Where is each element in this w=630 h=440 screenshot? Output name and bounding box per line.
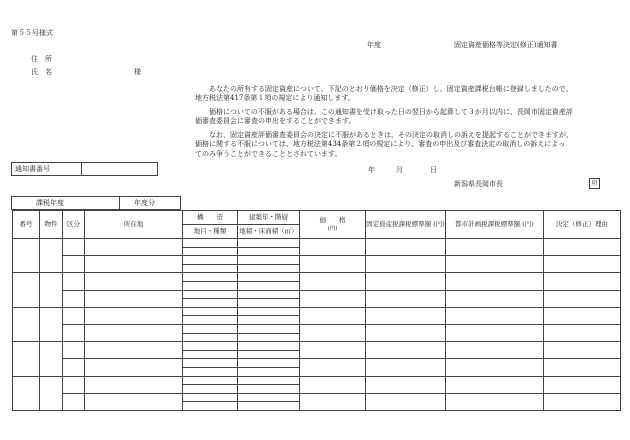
cell-structure[interactable] [183,376,238,385]
cell-number[interactable] [13,342,40,376]
cell-floor-area[interactable] [238,376,300,385]
cell-floor-area[interactable] [238,239,300,248]
cell-price[interactable] [300,239,366,256]
cell-city-tax-base[interactable] [446,239,544,256]
cell-price[interactable] [300,376,366,393]
cell-floor-area[interactable] [238,350,300,359]
col-land-category: 地目・種類 [183,225,238,239]
cell-floor-area[interactable] [238,359,300,368]
cell-location[interactable] [85,307,183,324]
cell-structure[interactable] [183,247,238,256]
cell-fixed-tax-base[interactable] [366,290,446,307]
issuer: 新潟県長岡市長 [454,180,503,188]
col-structure: 構 造 [183,211,238,225]
col-fixed-tax-base [366,211,446,239]
cell-city-tax-base[interactable] [446,324,544,341]
paragraph-2 [195,108,620,127]
col-reason: 決定（修正）理由 [544,211,621,239]
notice-number-value[interactable] [82,163,158,176]
cell-location[interactable] [85,376,183,393]
page-title: 固定資産価格等決定(修正)通知書 [454,41,558,49]
cell-reason[interactable] [544,342,621,359]
cell-structure[interactable] [183,299,238,308]
cell-floor-area[interactable] [238,385,300,394]
cell-division[interactable] [63,307,85,324]
cell-price[interactable] [300,307,366,324]
cell-location[interactable] [85,324,183,341]
cell-property[interactable] [40,376,63,411]
cell-location[interactable] [85,290,183,307]
cell-floor-area[interactable] [238,316,300,325]
col-price-label: 価 格 [319,216,346,224]
paragraph-1-line-1: あなたの所有する固定資産について、下記のとおり価格を決定（修正）し、固定資産課税台帳に登録しましたので、 [209,85,573,93]
table-row [13,273,621,282]
cell-price[interactable] [300,324,366,341]
table-row [13,376,621,385]
cell-division[interactable] [63,342,85,359]
cell-city-tax-base[interactable] [446,273,544,290]
cell-structure[interactable] [183,264,238,273]
table-row [13,342,621,351]
cell-structure[interactable] [183,256,238,265]
form-number: 第５５号様式 [11,29,53,37]
cell-price[interactable] [300,290,366,307]
cell-reason[interactable] [544,256,621,273]
seal-stamp: 印 [589,178,600,189]
cell-structure[interactable] [183,393,238,402]
cell-floor-area[interactable] [238,299,300,308]
col-price [300,211,366,239]
cell-division[interactable] [63,273,85,290]
cell-structure[interactable] [183,316,238,325]
header-year-suffix: 年度 [367,41,381,49]
cell-structure[interactable] [183,333,238,342]
col-division: 区分 [63,211,85,239]
col-city-tax-base-unit: (円) [522,220,534,229]
cell-reason[interactable] [544,307,621,324]
cell-location[interactable] [85,342,183,359]
paragraph-2-line-1: 価格についての不服がある場合は、この通知書を受け取った日の翌日から起算して３か月以内に、長岡市固定資産評 [209,108,573,116]
col-price-unit: (円) [327,226,338,233]
cell-reason[interactable] [544,239,621,256]
paragraph-2-line-2: 価審査委員会に審査の申出をすることができます。 [195,117,356,126]
cell-city-tax-base[interactable] [446,256,544,273]
paragraph-1 [195,85,620,104]
tax-year-suffix: 年度分 [120,197,181,210]
table-row [13,393,621,402]
cell-structure[interactable] [183,385,238,394]
cell-location[interactable] [85,256,183,273]
cell-price[interactable] [300,342,366,359]
cell-division[interactable] [63,239,85,256]
table-row [13,256,621,265]
cell-floor-area[interactable] [238,256,300,265]
col-location: 所在地 [85,211,183,239]
cell-city-tax-base[interactable] [446,342,544,359]
cell-reason[interactable] [544,324,621,341]
cell-reason[interactable] [544,376,621,393]
table-row [13,239,621,248]
cell-fixed-tax-base[interactable] [366,273,446,290]
table-row [13,359,621,368]
cell-reason[interactable] [544,393,621,410]
cell-fixed-tax-base[interactable] [366,342,446,359]
cell-fixed-tax-base[interactable] [366,393,446,410]
table-row [13,324,621,333]
tax-year-box [11,196,181,210]
tax-year-label: 課税年度 [12,197,120,210]
col-property: 物件 [40,211,63,239]
cell-location[interactable] [85,359,183,376]
cell-city-tax-base[interactable] [446,290,544,307]
cell-location[interactable] [85,273,183,290]
notice-number-label: 通知書番号 [12,163,82,176]
cell-division[interactable] [63,376,85,393]
cell-structure[interactable] [183,402,238,411]
date-year: 年 [368,166,375,174]
assessment-table [12,210,621,411]
col-fixed-tax-base-unit: (円) [433,220,445,229]
cell-price[interactable] [300,256,366,273]
cell-fixed-tax-base[interactable] [366,376,446,393]
cell-city-tax-base[interactable] [446,393,544,410]
cell-floor-area[interactable] [238,281,300,290]
cell-fixed-tax-base[interactable] [366,359,446,376]
cell-reason[interactable] [544,273,621,290]
cell-structure[interactable] [183,324,238,333]
cell-structure[interactable] [183,273,238,282]
col-area: 地積・床面積（㎡） [238,225,300,239]
cell-division[interactable] [63,290,85,307]
cell-number[interactable] [13,239,40,273]
cell-structure[interactable] [183,367,238,376]
date-day: 日 [430,166,437,174]
cell-fixed-tax-base[interactable] [366,239,446,256]
table-row [13,307,621,316]
col-city-tax-base-label: 都市計画税課税標準額 [455,220,521,229]
name-label: 氏 名 [31,68,52,76]
cell-city-tax-base[interactable] [446,376,544,393]
cell-fixed-tax-base[interactable] [366,256,446,273]
cell-division[interactable] [63,256,85,273]
cell-reason[interactable] [544,359,621,376]
cell-property[interactable] [40,307,63,341]
cell-floor-area[interactable] [238,393,300,402]
cell-floor-area[interactable] [238,307,300,316]
col-floor-area: 建築年・階層 [238,211,300,225]
cell-floor-area[interactable] [238,333,300,342]
cell-number[interactable] [13,376,40,411]
cell-fixed-tax-base[interactable] [366,307,446,324]
cell-reason[interactable] [544,290,621,307]
cell-floor-area[interactable] [238,290,300,299]
cell-division[interactable] [63,393,85,410]
honorific: 様 [134,68,141,76]
paragraph-3-line-2: 価格に関する不服については、地方税法第434条第２項の規定により、審査の申出及び審査決定の取消しの訴えによっ [195,140,566,149]
cell-floor-area[interactable] [238,402,300,411]
cell-city-tax-base[interactable] [446,359,544,376]
paragraph-3-line-3: てのみ争うことができることとされています。 [195,149,342,158]
cell-location[interactable] [85,239,183,256]
cell-structure[interactable] [183,342,238,351]
cell-structure[interactable] [183,281,238,290]
cell-floor-area[interactable] [238,264,300,273]
cell-property[interactable] [40,342,63,376]
address-label: 住 所 [31,55,52,63]
cell-structure[interactable] [183,307,238,316]
paragraph-3 [195,131,620,159]
cell-number[interactable] [13,273,40,307]
cell-division[interactable] [63,359,85,376]
cell-floor-area[interactable] [238,367,300,376]
cell-structure[interactable] [183,350,238,359]
cell-structure[interactable] [183,359,238,368]
col-city-tax-base [446,211,544,239]
cell-structure[interactable] [183,239,238,248]
cell-floor-area[interactable] [238,324,300,333]
date-month: 月 [396,166,403,174]
cell-city-tax-base[interactable] [446,307,544,324]
cell-floor-area[interactable] [238,342,300,351]
cell-location[interactable] [85,393,183,410]
notice-number-box [11,162,158,176]
cell-price[interactable] [300,393,366,410]
cell-structure[interactable] [183,290,238,299]
paragraph-3-line-1: なお、固定資産評価審査委員会の決定に不服があるときは、その決定の取消しの訴えを提起することができますが、 [209,131,573,139]
cell-property[interactable] [40,273,63,307]
col-number: 番号 [13,211,40,239]
paragraph-1-line-2: 地方税法第417条第１項の規定により通知します。 [195,94,355,103]
cell-price[interactable] [300,359,366,376]
col-fixed-tax-base-label: 固定資産税課税標準額 [366,220,432,229]
cell-division[interactable] [63,324,85,341]
cell-property[interactable] [40,239,63,273]
cell-fixed-tax-base[interactable] [366,324,446,341]
cell-floor-area[interactable] [238,273,300,282]
cell-floor-area[interactable] [238,247,300,256]
cell-price[interactable] [300,273,366,290]
cell-number[interactable] [13,307,40,341]
table-row [13,290,621,299]
